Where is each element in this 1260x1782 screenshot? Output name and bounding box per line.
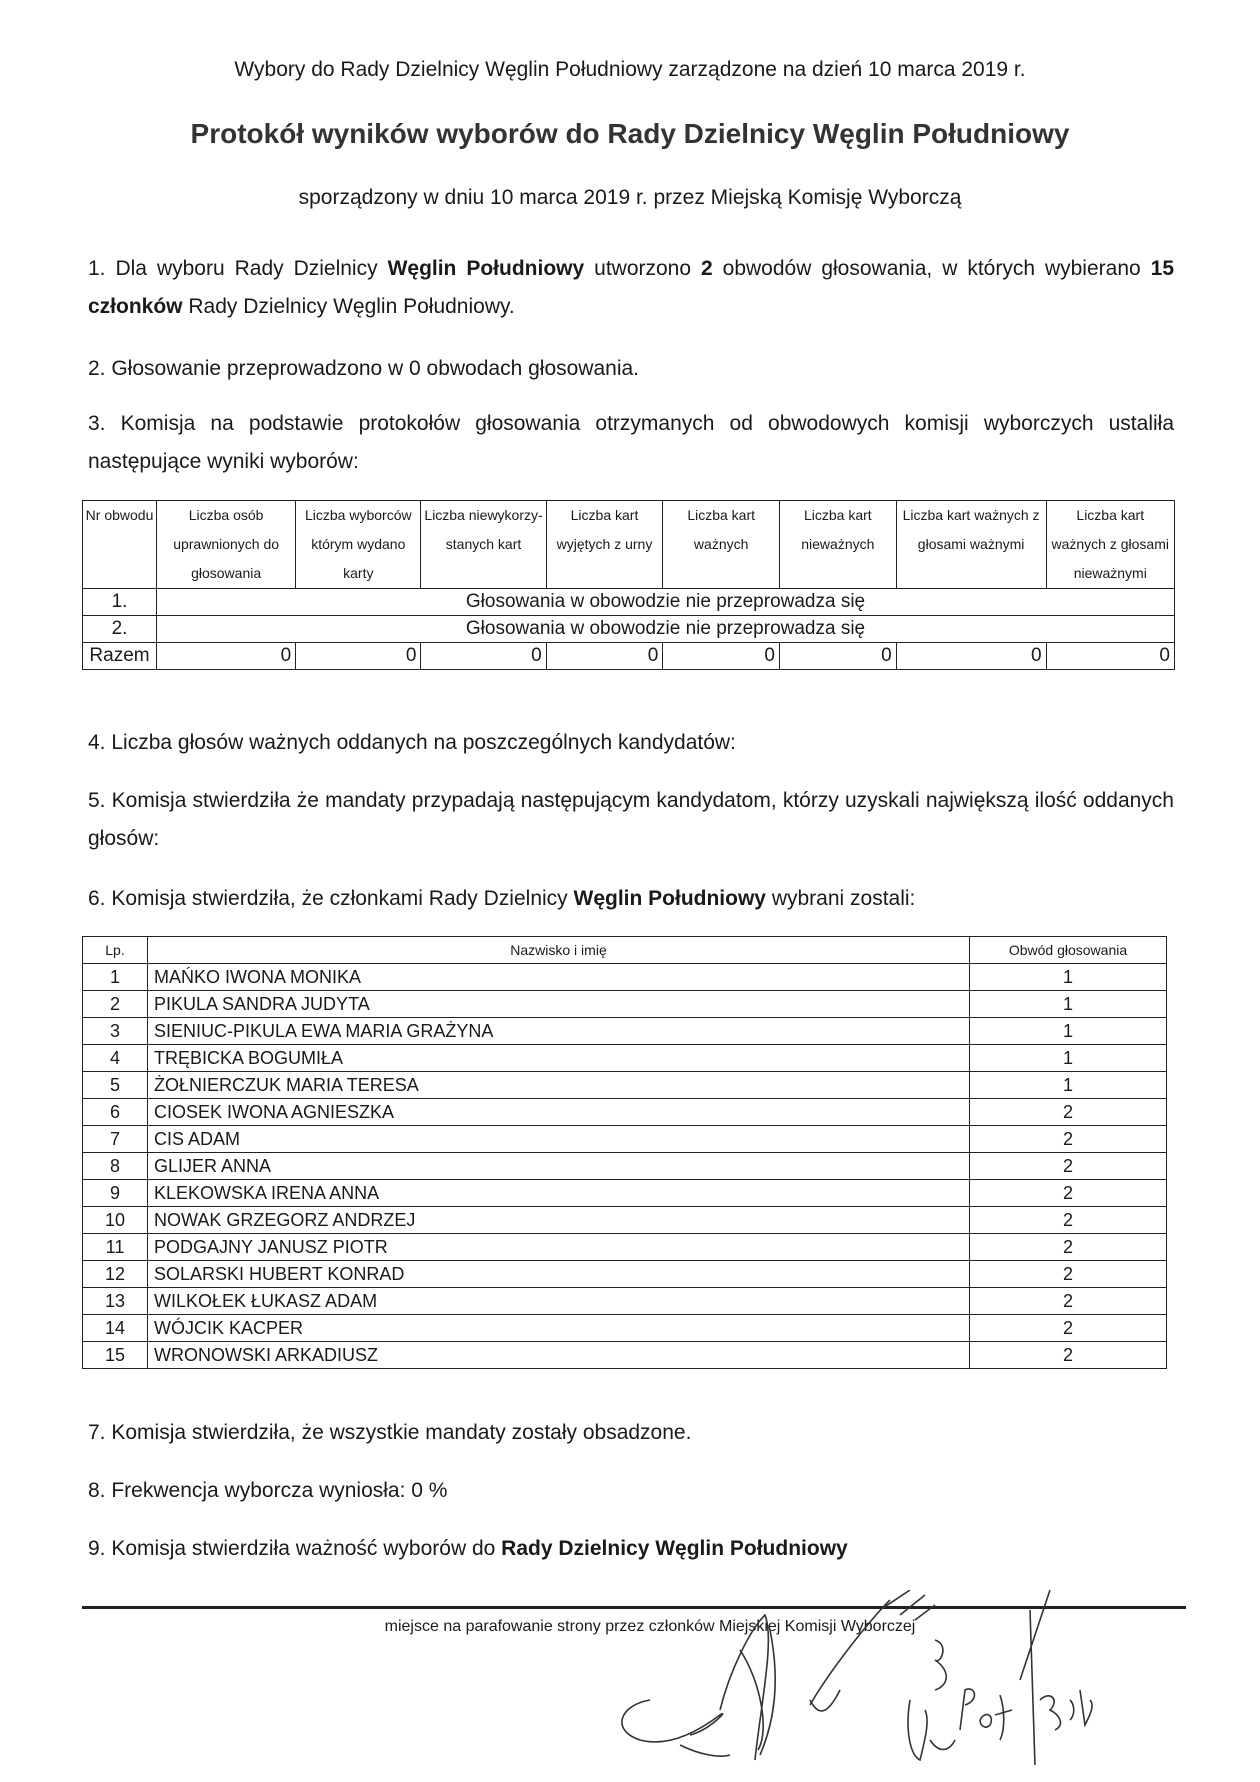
row-number: 3 [83,1018,148,1045]
member-name: SIENIUC-PIKULA EWA MARIA GRAŻYNA [148,1018,970,1045]
col-header: Lp. [83,937,148,964]
col-header: Nr obwodu [83,501,157,589]
row-number: 2 [83,991,148,1018]
member-district: 2 [970,1342,1167,1369]
member-name: KLEKOWSKA IRENA ANNA [148,1180,970,1207]
member-name: WRONOWSKI ARKADIUSZ [148,1342,970,1369]
total-value: 0 [1046,643,1174,670]
row-number: 6 [83,1099,148,1126]
table-row [83,1072,1167,1099]
table-row [83,616,1175,643]
member-district: 2 [970,1126,1167,1153]
col-header: Liczba osób uprawnionych do głosowania [157,501,296,589]
table-row [83,1315,1167,1342]
member-name: GLIJER ANNA [148,1153,970,1180]
total-value: 0 [896,643,1046,670]
election-header: Wybory do Rady Dzielnicy Węglin Południowy zarządzone na dzień 10 marca 2019 r. [234,58,1026,81]
item-1: 1. Dla wyboru Rady Dzielnicy Węglin Południowy utworzono 2 obwodów głosowania, w których wybierano 15 członków Rady Dzielnicy Węglin Południowy. [88,257,1175,318]
member-name: ŻOŁNIERCZUK MARIA TERESA [148,1072,970,1099]
total-value: 0 [157,643,296,670]
row-number: 4 [83,1045,148,1072]
member-district: 2 [970,1234,1167,1261]
total-value: 0 [296,643,421,670]
col-header: Nazwisko i imię [148,937,970,964]
results-table [82,500,1175,670]
member-name: CIS ADAM [148,1126,970,1153]
member-district: 2 [970,1261,1167,1288]
col-header: Liczba kart ważnych [663,501,780,589]
row-number: 5 [83,1072,148,1099]
members-header-row [83,937,1167,964]
item-5: 5. Komisja stwierdziła że mandaty przypadają następującym kandydatom, którzy uzyskali największą ilość oddanych głosów: [88,789,1174,850]
col-header: Liczba kart ważnych z głosami nieważnymi [1046,501,1174,589]
district-number: 1. [83,589,157,616]
page-title: Protokół wyników wyborów do Rady Dzielnicy Węglin Południowy [190,118,1070,149]
district-number: 2. [83,616,157,643]
total-value: 0 [780,643,897,670]
member-district: 1 [970,991,1167,1018]
total-value: 0 [546,643,663,670]
row-number: 14 [83,1315,148,1342]
col-header: Liczba kart ważnych z głosami ważnymi [896,501,1046,589]
item-2: 2. Głosowanie przeprowadzono w 0 obwodach głosowania. [88,357,640,380]
row-number: 9 [83,1180,148,1207]
col-header: Liczba niewykorzy-stanych kart [421,501,546,589]
member-name: PODGAJNY JANUSZ PIOTR [148,1234,970,1261]
initials-note: miejsce na parafowanie strony przez członków Miejskiej Komisji Wyborczej [384,1618,916,1635]
row-number: 10 [83,1207,148,1234]
item-6: 6. Komisja stwierdziła, że członkami Rady Dzielnicy Węglin Południowy wybrani zostali: [88,887,916,910]
table-row [83,964,1167,991]
row-number: 11 [83,1234,148,1261]
total-label: Razem [83,643,157,670]
table-row [83,991,1167,1018]
item-9: 9. Komisja stwierdziła ważność wyborów do Rady Dzielnicy Węglin Południowy [88,1537,848,1560]
member-district: 1 [970,1072,1167,1099]
handwritten-signatures-icon [580,1590,1200,1780]
member-district: 2 [970,1099,1167,1126]
member-name: MAŃKO IWONA MONIKA [148,964,970,991]
member-district: 2 [970,1207,1167,1234]
total-value: 0 [663,643,780,670]
member-name: TRĘBICKA BOGUMIŁA [148,1045,970,1072]
col-header: Liczba kart wyjętych z urny [546,501,663,589]
member-name: NOWAK GRZEGORZ ANDRZEJ [148,1207,970,1234]
table-row [83,1153,1167,1180]
member-name: CIOSEK IWONA AGNIESZKA [148,1099,970,1126]
item-8: 8. Frekwencja wyborcza wyniosła: 0 % [88,1479,448,1502]
total-value: 0 [421,643,546,670]
table-row [83,1342,1167,1369]
member-district: 2 [970,1180,1167,1207]
row-number: 7 [83,1126,148,1153]
table-row [83,1261,1167,1288]
member-district: 2 [970,1315,1167,1342]
table-row [83,1018,1167,1045]
col-header: Obwód głosowania [970,937,1167,964]
district-note: Głosowania w obowodzie nie przeprowadza się [157,589,1175,616]
row-number: 15 [83,1342,148,1369]
row-number: 1 [83,964,148,991]
district-note: Głosowania w obowodzie nie przeprowadza się [157,616,1175,643]
table-row [83,1180,1167,1207]
table-row [83,1234,1167,1261]
item-7: 7. Komisja stwierdziła, że wszystkie mandaty zostały obsadzone. [88,1421,692,1444]
total-row [83,643,1175,670]
member-district: 2 [970,1288,1167,1315]
member-district: 2 [970,1153,1167,1180]
table-row [83,1126,1167,1153]
member-name: WÓJCIK KACPER [148,1315,970,1342]
member-district: 1 [970,1045,1167,1072]
item-3: 3. Komisja na podstawie protokołów głosowania otrzymanych od obwodowych komisji wyborczych ustaliła następujące wyniki wyborów: [88,412,1174,473]
row-number: 8 [83,1153,148,1180]
table-row [83,1099,1167,1126]
col-header: Liczba wyborców którym wydano karty [296,501,421,589]
results-header-row [83,501,1175,589]
member-name: SOLARSKI HUBERT KONRAD [148,1261,970,1288]
page-subtitle: sporządzony w dniu 10 marca 2019 r. przez Miejską Komisję Wyborczą [298,186,962,209]
member-district: 1 [970,1018,1167,1045]
row-number: 13 [83,1288,148,1315]
table-row [83,1288,1167,1315]
table-row [83,1207,1167,1234]
member-name: PIKULA SANDRA JUDYTA [148,991,970,1018]
col-header: Liczba kart nieważnych [780,501,897,589]
row-number: 12 [83,1261,148,1288]
member-name: WILKOŁEK ŁUKASZ ADAM [148,1288,970,1315]
members-table [82,936,1167,1369]
item-4: 4. Liczba głosów ważnych oddanych na poszczególnych kandydatów: [88,731,736,754]
table-row [83,589,1175,616]
member-district: 1 [970,964,1167,991]
table-row [83,1045,1167,1072]
